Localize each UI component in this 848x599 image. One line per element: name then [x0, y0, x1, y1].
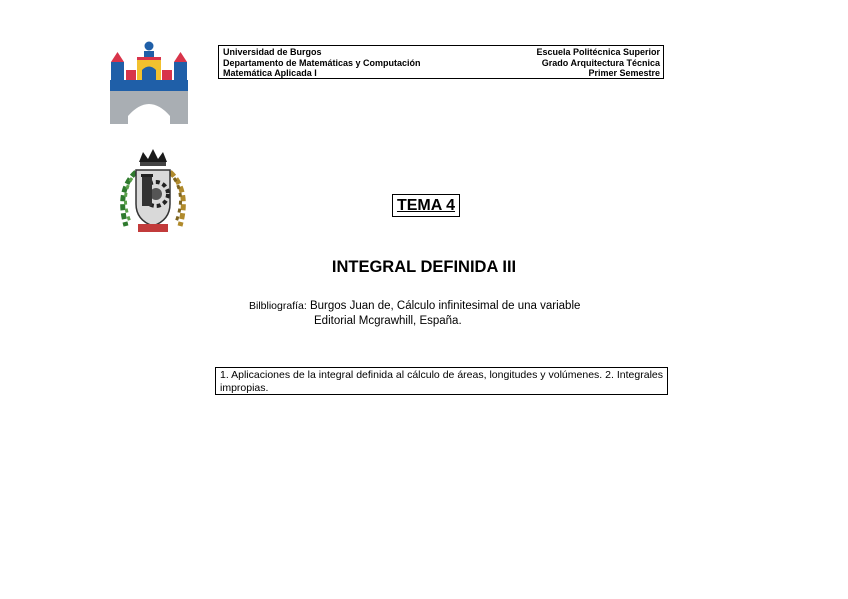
school-name: Escuela Politécnica Superior [536, 47, 660, 57]
contents-box [215, 367, 668, 395]
institution-header [218, 45, 664, 79]
topic-number-box [392, 194, 460, 217]
bibliography-line-2: Editorial Mcgrawhill, España. [314, 315, 462, 327]
right-tower [174, 62, 187, 80]
school-crest [112, 146, 194, 238]
university-logo [108, 40, 190, 124]
degree-name: Grado Arquitectura Técnica [541, 57, 660, 68]
document-title: INTEGRAL DEFINIDA III [331, 258, 517, 276]
header-row [223, 68, 660, 79]
header-row [223, 58, 660, 69]
bibliography-line-1: Burgos Juan de, Cálculo infinitesimal de una variable [309, 300, 581, 312]
semester: Primer Semestre [588, 68, 660, 78]
header-row [223, 47, 660, 58]
bridge-shape [110, 90, 188, 124]
bibliography-label: Bilbliografía: [249, 300, 307, 312]
university-name: Universidad de Burgos [223, 47, 322, 57]
topic-number: TEMA 4 [396, 197, 456, 214]
bibliography [249, 299, 581, 327]
department-name: Departamento de Matemáticas y Computación [223, 57, 421, 68]
ribbon [138, 224, 168, 232]
course-name: Matemática Aplicada I [223, 68, 317, 78]
contents-text: 1. Aplicaciones de la integral definida al cálculo de áreas, longitudes y volúmenes. 2. Integrales impropias. [220, 369, 663, 394]
blue-band [110, 80, 188, 91]
left-tower [111, 62, 124, 80]
crown [139, 149, 167, 162]
